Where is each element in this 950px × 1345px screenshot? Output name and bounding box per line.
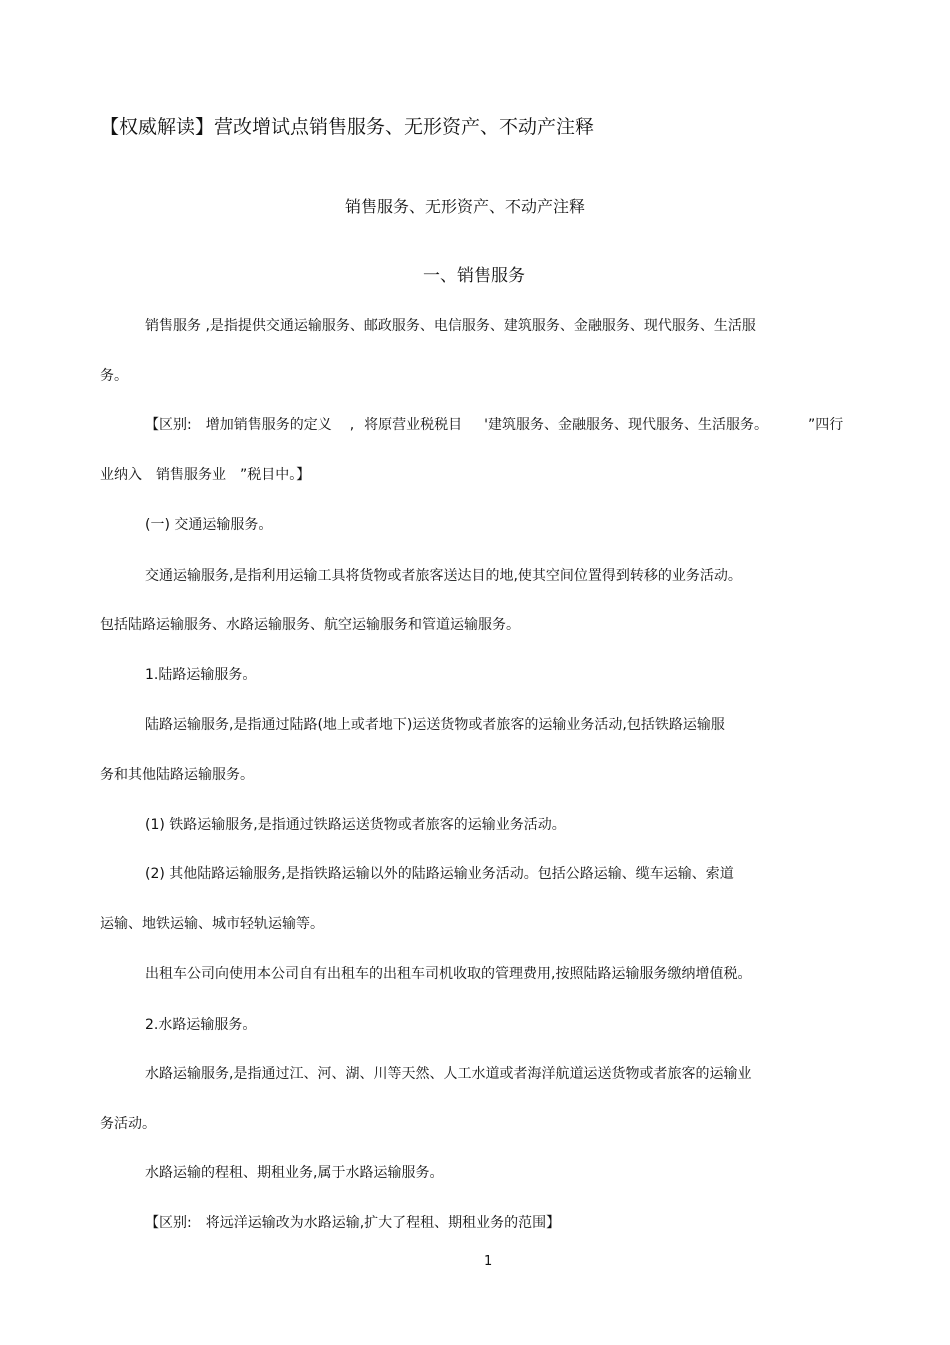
- paragraph-line: 销售服务 ,是指提供交通运输服务、邮政服务、电信服务、建筑服务、金融服务、现代服务、生活服: [145, 318, 756, 334]
- paragraph-line: 出租车公司向使用本公司自有出租车的出租车司机收取的管理费用,按照陆路运输服务缴纳增值税。: [145, 966, 752, 982]
- note-text: ,: [349, 417, 355, 433]
- document-title: 【权威解读】营改增试点销售服务、无形资产、不动产注释: [100, 116, 595, 138]
- paragraph-line: 水路运输的程租、期租业务,属于水路运输服务。: [145, 1165, 444, 1181]
- note-text: '建筑服务、金融服务、现代服务、生活服务。: [484, 417, 769, 433]
- note-line: [100, 465, 310, 485]
- paragraph-line: 水路运输服务,是指通过江、河、湖、川等天然、人工水道或者海洋航道运送货物或者旅客的运输业: [145, 1066, 752, 1082]
- note-text: 【区别:: [145, 1215, 192, 1231]
- paragraph-line: 务。: [100, 368, 128, 384]
- paragraph-line: 运输、地铁运输、城市轻轨运输等。: [100, 916, 324, 932]
- paragraph-line: 陆路运输服务,是指通过陆路(地上或者地下)运送货物或者旅客的运输业务活动,包括铁路运输服: [145, 717, 725, 733]
- note-line: [145, 1213, 560, 1233]
- note-text: 将远洋运输改为水路运输,扩大了程租、期租业务的范围】: [205, 1215, 561, 1231]
- paragraph-line: (1) 铁路运输服务,是指通过铁路运送货物或者旅客的运输业务活动。: [145, 817, 566, 833]
- note-text: 【区别:: [145, 417, 192, 433]
- note-text: 销售服务业: [156, 467, 226, 483]
- subsection-heading: (一) 交通运输服务。: [145, 517, 273, 533]
- paragraph-line: 交通运输服务,是指利用运输工具将货物或者旅客送达目的地,使其空间位置得到转移的业务活动。: [145, 568, 742, 584]
- note-text: 增加销售服务的定义: [205, 417, 332, 433]
- page-number: 1: [484, 1254, 493, 1269]
- paragraph-line: 务活动。: [100, 1116, 156, 1132]
- item-heading: 1.陆路运输服务。: [145, 667, 257, 683]
- note-text: ”税目中。】: [240, 467, 311, 483]
- note-text: 业纳入: [100, 467, 142, 483]
- section-heading: 一、销售服务: [423, 266, 525, 286]
- note-line: [145, 415, 843, 435]
- note-text: 将原营业税税目: [364, 417, 463, 433]
- document-subtitle: 销售服务、无形资产、不动产注释: [345, 197, 586, 216]
- note-text: ”四行: [808, 417, 844, 433]
- paragraph-line: 包括陆路运输服务、水路运输服务、航空运输服务和管道运输服务。: [100, 617, 520, 633]
- paragraph-line: (2) 其他陆路运输服务,是指铁路运输以外的陆路运输业务活动。包括公路运输、缆车运输、索道: [145, 866, 734, 882]
- item-heading: 2.水路运输服务。: [145, 1017, 257, 1033]
- paragraph-line: 务和其他陆路运输服务。: [100, 767, 254, 783]
